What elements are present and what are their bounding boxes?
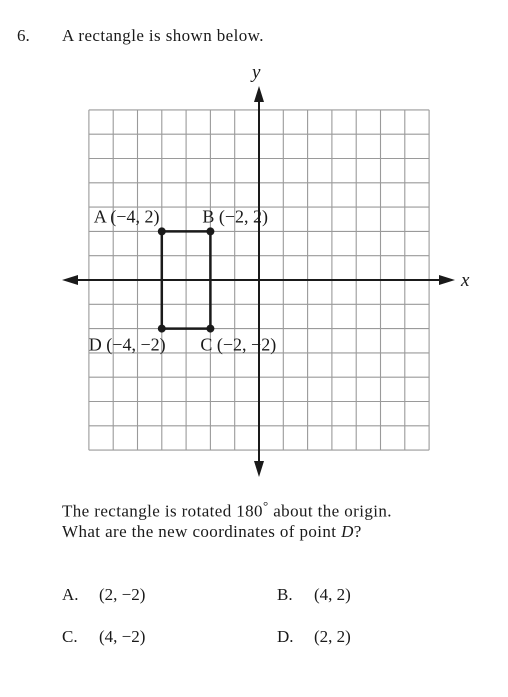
question-stem-line-1 (62, 498, 392, 522)
x-axis-label: x (461, 270, 470, 291)
vertex-label: D (−4, −2) (88, 334, 166, 355)
y-axis-label: y (252, 62, 261, 83)
choice-value: (4, 2) (314, 585, 351, 604)
choice-letter: A. (62, 585, 79, 604)
vertex-point (206, 227, 214, 235)
choice-c[interactable] (62, 627, 145, 647)
vertex-label: C (−2, −2) (200, 334, 277, 355)
stem-text: about the origin. (268, 501, 392, 521)
question-stem-line-2 (62, 522, 362, 542)
stem-text: The rectangle is rotated 180 (62, 501, 263, 521)
x-axis-arrow-left (62, 275, 78, 285)
choice-b[interactable] (277, 585, 351, 605)
vertex-point (158, 227, 166, 235)
question-prompt: A rectangle is shown below. (62, 26, 264, 45)
question-number: 6. (17, 26, 30, 45)
y-axis-arrow-down (254, 461, 264, 477)
choice-a[interactable] (62, 585, 145, 605)
choice-value: (2, −2) (99, 585, 146, 604)
choice-value: (2, 2) (314, 627, 351, 646)
choice-letter: B. (277, 585, 293, 604)
choice-letter: C. (62, 627, 78, 646)
choice-d[interactable] (277, 627, 351, 647)
stem-text: What are the new coordinates of point (62, 522, 342, 541)
vertex-label: B (−2, 2) (202, 206, 269, 227)
y-axis-arrow-up (254, 86, 264, 102)
vertex-label: A (−4, 2) (93, 206, 160, 227)
x-axis-arrow-right (439, 275, 455, 285)
point-name: D (341, 522, 354, 541)
choice-value: (4, −2) (99, 627, 146, 646)
stem-text: ? (353, 522, 362, 541)
vertex-point (158, 325, 166, 333)
axes (62, 86, 455, 477)
choice-letter: D. (277, 627, 294, 646)
degree-symbol: ° (262, 498, 269, 513)
vertex-point (206, 325, 214, 333)
